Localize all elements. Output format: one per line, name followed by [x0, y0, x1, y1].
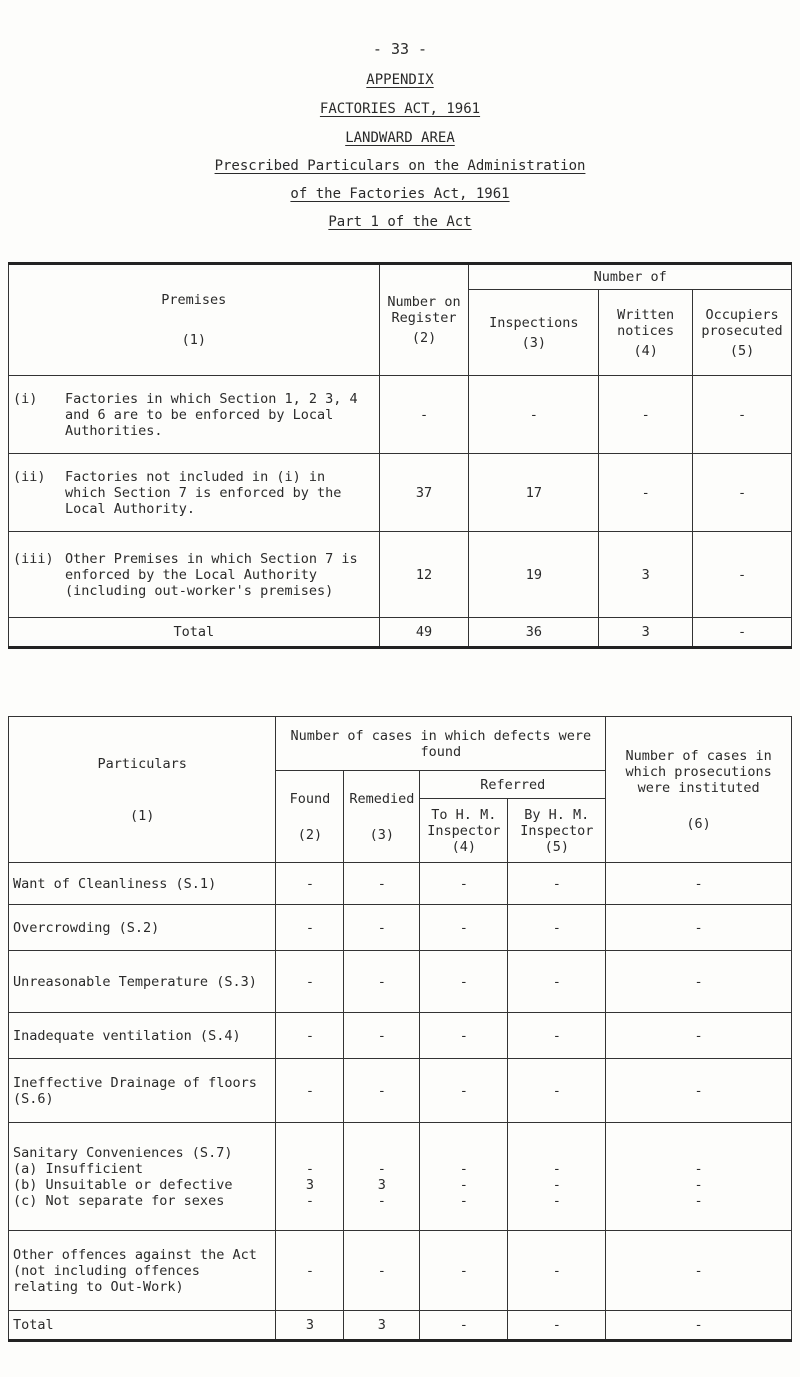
to-hm-cell: -: [420, 1059, 508, 1123]
prosecuted-cell: -: [693, 454, 792, 532]
by-hm-cell: -: [508, 905, 606, 951]
inspections-cell: -: [469, 376, 599, 454]
prosecutions-cell: -: [606, 905, 792, 951]
header-defects: Number of cases in which defects were found: [276, 717, 606, 771]
premises-cell: (ii) Factories not included in (i) in which Section 7 is enforced by the Local Authority.: [9, 454, 380, 532]
particular-cell: Want of Cleanliness (S.1): [9, 863, 276, 905]
by-hm-cell: -: [508, 1231, 606, 1311]
table-row: [9, 532, 792, 618]
by-hm-cell: -: [508, 863, 606, 905]
header-prosecuted: Occupiers prosecuted (5): [693, 290, 792, 376]
prosecutions-cell: -: [606, 1013, 792, 1059]
particular-cell: Inadequate ventilation (S.4): [9, 1013, 276, 1059]
by-hm-cell: - - -: [508, 1123, 606, 1231]
area-heading: LANDWARD AREA: [345, 130, 455, 146]
table-row: [9, 1059, 792, 1123]
particular-cell: Ineffective Drainage of floors (S.6): [9, 1059, 276, 1123]
sanitary-row: [9, 1123, 792, 1231]
prosecutions-cell: -: [606, 863, 792, 905]
header-by-hm: By H. M. Inspector (5): [508, 799, 606, 863]
prosecutions-cell: -: [606, 1231, 792, 1311]
premises-cell: (iii) Other Premises in which Section 7 is enforced by the Local Authority (including out-worker's premises): [9, 532, 380, 618]
table-row: [9, 951, 792, 1013]
to-hm-cell: -: [420, 905, 508, 951]
remedied-cell: -: [344, 905, 420, 951]
appendix-heading: APPENDIX: [366, 72, 434, 88]
header-number-of: Number of: [469, 264, 792, 290]
by-hm-cell: -: [508, 951, 606, 1013]
total-by-hm: -: [508, 1311, 606, 1341]
particular-cell: Overcrowding (S.2): [9, 905, 276, 951]
total-label: Total: [9, 618, 380, 648]
page-number: - 33 -: [372, 40, 428, 58]
found-cell: -: [276, 1231, 344, 1311]
header-found: Found (2): [276, 771, 344, 863]
by-hm-cell: -: [508, 1059, 606, 1123]
header-prosecutions: Number of cases in which prosecutions were instituted (6): [606, 717, 792, 863]
total-row: [9, 618, 792, 648]
prosecuted-cell: -: [693, 376, 792, 454]
premises-table: [8, 262, 792, 649]
found-cell: - 3 -: [276, 1123, 344, 1231]
header-register: Number on Register (2): [379, 264, 469, 376]
header-referred: Referred: [420, 771, 606, 799]
table-row: [9, 905, 792, 951]
total-notices: 3: [599, 618, 693, 648]
found-cell: -: [276, 1013, 344, 1059]
to-hm-cell: -: [420, 1231, 508, 1311]
total-label: Total: [9, 1311, 276, 1341]
notices-cell: -: [599, 376, 693, 454]
remedied-cell: -: [344, 1059, 420, 1123]
header-remedied: Remedied (3): [344, 771, 420, 863]
inspections-cell: 19: [469, 532, 599, 618]
total-found: 3: [276, 1311, 344, 1341]
to-hm-cell: -: [420, 863, 508, 905]
header-inspections: Inspections (3): [469, 290, 599, 376]
prosecutions-cell: -: [606, 951, 792, 1013]
particular-cell: Unreasonable Temperature (S.3): [9, 951, 276, 1013]
found-cell: -: [276, 951, 344, 1013]
defects-table: [8, 716, 792, 1342]
table-row: [9, 1231, 792, 1311]
header-particulars: Particulars (1): [9, 717, 276, 863]
total-to-hm: -: [420, 1311, 508, 1341]
prosecuted-cell: -: [693, 532, 792, 618]
header-notices: Written notices (4): [599, 290, 693, 376]
total-prosecuted: -: [693, 618, 792, 648]
notices-cell: 3: [599, 532, 693, 618]
found-cell: -: [276, 1059, 344, 1123]
header-premises: Premises (1): [9, 264, 380, 376]
to-hm-cell: -: [420, 1013, 508, 1059]
register-cell: 12: [379, 532, 469, 618]
premises-cell: (i) Factories in which Section 1, 2 3, 4 and 6 are to be enforced by Local Authorities.: [9, 376, 380, 454]
total-remedied: 3: [344, 1311, 420, 1341]
total-register: 49: [379, 618, 469, 648]
prosecutions-cell: - - -: [606, 1123, 792, 1231]
remedied-cell: -: [344, 863, 420, 905]
to-hm-cell: - - -: [420, 1123, 508, 1231]
prosecutions-cell: -: [606, 1059, 792, 1123]
particular-cell: Other offences against the Act (not including offences relating to Out-Work): [9, 1231, 276, 1311]
table-row: [9, 863, 792, 905]
act-title-heading: FACTORIES ACT, 1961: [319, 101, 481, 117]
register-cell: -: [379, 376, 469, 454]
to-hm-cell: -: [420, 951, 508, 1013]
part-heading: Part 1 of the Act: [328, 214, 472, 230]
remedied-cell: -: [344, 951, 420, 1013]
prescribed-heading-line2: of the Factories Act, 1961: [290, 186, 510, 202]
total-row: [9, 1311, 792, 1341]
particular-cell: Sanitary Conveniences (S.7) (a) Insufficient (b) Unsuitable or defective (c) Not separate for sexes: [9, 1123, 276, 1231]
found-cell: -: [276, 863, 344, 905]
prescribed-heading-line1: Prescribed Particulars on the Administration: [214, 158, 586, 174]
inspections-cell: 17: [469, 454, 599, 532]
remedied-cell: - 3 -: [344, 1123, 420, 1231]
total-prosecutions: -: [606, 1311, 792, 1341]
found-cell: -: [276, 905, 344, 951]
table-row: [9, 454, 792, 532]
notices-cell: -: [599, 454, 693, 532]
register-cell: 37: [379, 454, 469, 532]
total-inspections: 36: [469, 618, 599, 648]
by-hm-cell: -: [508, 1013, 606, 1059]
remedied-cell: -: [344, 1013, 420, 1059]
remedied-cell: -: [344, 1231, 420, 1311]
table-row: [9, 376, 792, 454]
header-to-hm: To H. M. Inspector (4): [420, 799, 508, 863]
table-row: [9, 1013, 792, 1059]
